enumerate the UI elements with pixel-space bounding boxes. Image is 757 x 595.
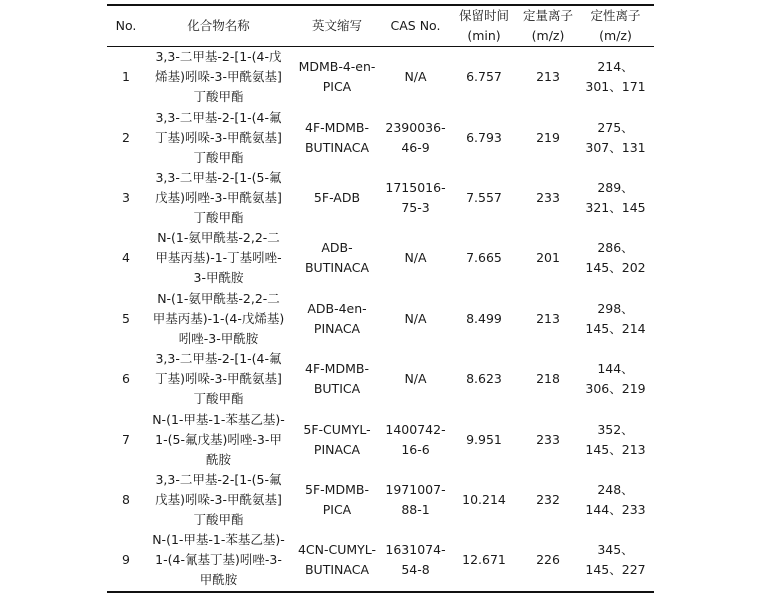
cell-no	[107, 409, 145, 469]
cell-retention-time	[449, 409, 519, 469]
cell-qualifier-ions	[577, 107, 654, 167]
cell-qualifier-ions	[577, 349, 654, 409]
cell-quantifier-ion-text: 232	[536, 491, 560, 507]
cell-abbreviation	[292, 349, 382, 409]
cell-compound-name	[145, 409, 292, 469]
cell-abbreviation	[292, 168, 382, 228]
compound-table	[107, 4, 654, 593]
cell-cas-no	[382, 470, 449, 530]
table-row	[107, 107, 654, 167]
cell-compound-name-text: 3,3-二甲基-2-[1-(4-氟 丁基)吲哚-3-甲酰氨基] 丁酸甲酯	[155, 109, 282, 165]
cell-quantifier-ion	[519, 470, 577, 530]
cell-abbreviation-text: 4F-MDMB- BUTICA	[305, 361, 369, 397]
cell-abbreviation-text: MDMB-4-en- PICA	[298, 59, 376, 95]
cell-abbreviation-text: 5F-CUMYL- PINACA	[303, 421, 371, 457]
cell-no	[107, 168, 145, 228]
cell-cas-no	[382, 289, 449, 349]
cell-no	[107, 47, 145, 108]
header-abbreviation: 英文缩写	[311, 18, 362, 33]
cell-compound-name-text: 3,3-二甲基-2-[1-(4-氟 丁基)吲哚-3-甲酰氨基] 丁酸甲酯	[155, 351, 282, 407]
cell-qualifier-ions	[577, 228, 654, 288]
cell-cas-no	[382, 228, 449, 288]
cell-qualifier-ions	[577, 289, 654, 349]
cell-qualifier-ions-text: 248、 144、233	[585, 481, 646, 517]
cell-retention-time	[449, 470, 519, 530]
cell-quantifier-ion-text: 213	[536, 310, 560, 326]
cell-compound-name-text: N-(1-甲基-1-苯基乙基)- 1-(4-氰基丁基)吲唑-3- 甲酰胺	[152, 532, 285, 588]
cell-abbreviation-text: ADB-4en- PINACA	[307, 300, 367, 336]
cell-qualifier-ions-text: 275、 307、131	[585, 119, 646, 155]
cell-quantifier-ion	[519, 168, 577, 228]
cell-qualifier-ions-text: 214、 301、171	[585, 59, 646, 95]
cell-retention-time-text: 10.214	[462, 491, 506, 507]
cell-quantifier-ion-text: 219	[536, 129, 560, 145]
cell-compound-name	[145, 168, 292, 228]
cell-abbreviation-text: 4F-MDMB- BUTINACA	[304, 119, 369, 155]
cell-quantifier-ion	[519, 530, 577, 591]
cell-qualifier-ions-text: 289、 321、145	[585, 179, 646, 215]
cell-abbreviation	[292, 107, 382, 167]
cell-cas-no	[382, 530, 449, 591]
cell-cas-no-text: 1631074- 54-8	[385, 542, 446, 578]
cell-compound-name-text: N-(1-甲基-1-苯基乙基)- 1-(5-氟戊基)吲唑-3-甲 酰胺	[152, 411, 285, 467]
cell-qualifier-ions-text: 298、 145、214	[585, 300, 646, 336]
cell-quantifier-ion	[519, 409, 577, 469]
header-no: No.	[115, 18, 137, 33]
cell-no	[107, 228, 145, 288]
cell-compound-name	[145, 349, 292, 409]
cell-cas-no	[382, 168, 449, 228]
cell-no	[107, 530, 145, 591]
cell-no-text: 1	[122, 69, 130, 85]
cell-cas-no-text: N/A	[404, 69, 427, 85]
cell-no	[107, 289, 145, 349]
cell-retention-time	[449, 107, 519, 167]
cell-retention-time-text: 7.557	[466, 189, 502, 205]
cell-no	[107, 107, 145, 167]
cell-abbreviation-text: ADB- BUTINACA	[304, 240, 369, 276]
cell-retention-time-text: 12.671	[462, 552, 506, 568]
cell-no	[107, 349, 145, 409]
cell-qualifier-ions	[577, 470, 654, 530]
cell-compound-name	[145, 228, 292, 288]
table-row	[107, 530, 654, 591]
cell-retention-time-text: 7.665	[466, 250, 502, 266]
cell-retention-time-text: 8.623	[466, 371, 502, 387]
cell-quantifier-ion-text: 218	[536, 371, 560, 387]
cell-cas-no	[382, 47, 449, 108]
cell-compound-name-text: 3,3-二甲基-2-[1-(5-氟 戊基)吲哚-3-甲酰氨基] 丁酸甲酯	[155, 471, 282, 527]
cell-compound-name	[145, 470, 292, 530]
table-header	[107, 5, 654, 47]
cell-qualifier-ions	[577, 47, 654, 108]
header-cas-no: CAS No.	[390, 18, 441, 33]
cell-qualifier-ions	[577, 409, 654, 469]
cell-abbreviation	[292, 470, 382, 530]
cell-abbreviation-text: 5F-ADB	[313, 189, 361, 205]
cell-quantifier-ion	[519, 47, 577, 108]
cell-no-text: 5	[122, 310, 130, 326]
cell-quantifier-ion	[519, 228, 577, 288]
cell-cas-no-text: 2390036- 46-9	[385, 119, 446, 155]
cell-abbreviation	[292, 409, 382, 469]
cell-cas-no-text: 1400742- 16-6	[385, 421, 446, 457]
cell-cas-no-text: N/A	[404, 310, 427, 326]
cell-cas-no	[382, 107, 449, 167]
cell-no	[107, 470, 145, 530]
cell-quantifier-ion-text: 233	[536, 431, 560, 447]
cell-retention-time-text: 9.951	[466, 431, 502, 447]
cell-cas-no-text: N/A	[404, 250, 427, 266]
cell-cas-no	[382, 349, 449, 409]
table-row	[107, 409, 654, 469]
cell-qualifier-ions-text: 144、 306、219	[585, 361, 646, 397]
cell-cas-no-text: N/A	[404, 371, 427, 387]
cell-compound-name-text: 3,3-二甲基-2-[1-(4-戊 烯基)吲哚-3-甲酰氨基] 丁酸甲酯	[155, 49, 282, 105]
cell-quantifier-ion	[519, 349, 577, 409]
cell-cas-no	[382, 409, 449, 469]
cell-retention-time	[449, 47, 519, 108]
cell-no-text: 2	[122, 129, 130, 145]
cell-compound-name	[145, 289, 292, 349]
table-row	[107, 289, 654, 349]
cell-quantifier-ion-text: 213	[536, 69, 560, 85]
cell-no-text: 4	[122, 250, 130, 266]
cell-qualifier-ions	[577, 530, 654, 591]
cell-retention-time-text: 6.793	[466, 129, 502, 145]
table-row	[107, 349, 654, 409]
cell-compound-name	[145, 107, 292, 167]
cell-abbreviation	[292, 47, 382, 108]
cell-no-text: 3	[122, 189, 130, 205]
cell-no-text: 9	[122, 552, 130, 568]
table-row	[107, 47, 654, 108]
table-row	[107, 470, 654, 530]
cell-quantifier-ion	[519, 107, 577, 167]
header-row	[107, 5, 654, 47]
cell-compound-name-text: 3,3-二甲基-2-[1-(5-氟 戊基)吲唑-3-甲酰氨基] 丁酸甲酯	[155, 169, 282, 225]
cell-compound-name	[145, 47, 292, 108]
cell-compound-name-text: N-(1-氨甲酰基-2,2-二 甲基丙基)-1-(4-戊烯基) 吲唑-3-甲酰胺	[152, 290, 285, 346]
header-qualifier-ions: 定性离子 (m/z)	[590, 8, 641, 43]
cell-retention-time	[449, 289, 519, 349]
cell-abbreviation	[292, 289, 382, 349]
cell-retention-time-text: 8.499	[466, 310, 502, 326]
cell-compound-name-text: N-(1-氨甲酰基-2,2-二 甲基丙基)-1-丁基吲唑- 3-甲酰胺	[155, 230, 282, 286]
cell-abbreviation-text: 5F-MDMB- PICA	[305, 481, 369, 517]
table-row	[107, 168, 654, 228]
header-quantifier-ion: 定量离子 (m/z)	[522, 8, 573, 43]
cell-no-text: 7	[122, 431, 130, 447]
cell-quantifier-ion-text: 226	[536, 552, 560, 568]
cell-qualifier-ions-text: 345、 145、227	[585, 542, 646, 578]
header-compound-name: 化合物名称	[187, 18, 250, 33]
cell-no-text: 6	[122, 371, 130, 387]
cell-qualifier-ions	[577, 168, 654, 228]
cell-abbreviation	[292, 530, 382, 591]
cell-compound-name	[145, 530, 292, 591]
cell-quantifier-ion-text: 233	[536, 189, 560, 205]
cell-cas-no-text: 1971007- 88-1	[385, 481, 446, 517]
cell-retention-time-text: 6.757	[466, 69, 502, 85]
cell-qualifier-ions-text: 352、 145、213	[585, 421, 646, 457]
header-retention-time: 保留时间 (min)	[458, 8, 509, 43]
cell-abbreviation-text: 4CN-CUMYL- BUTINACA	[297, 542, 377, 578]
table-row	[107, 228, 654, 288]
table-body	[107, 47, 654, 592]
cell-no-text: 8	[122, 491, 130, 507]
cell-retention-time	[449, 168, 519, 228]
cell-retention-time	[449, 530, 519, 591]
cell-retention-time	[449, 349, 519, 409]
cell-qualifier-ions-text: 286、 145、202	[585, 240, 646, 276]
cell-quantifier-ion-text: 201	[536, 250, 560, 266]
cell-abbreviation	[292, 228, 382, 288]
cell-cas-no-text: 1715016- 75-3	[385, 179, 446, 215]
cell-retention-time	[449, 228, 519, 288]
cell-quantifier-ion	[519, 289, 577, 349]
